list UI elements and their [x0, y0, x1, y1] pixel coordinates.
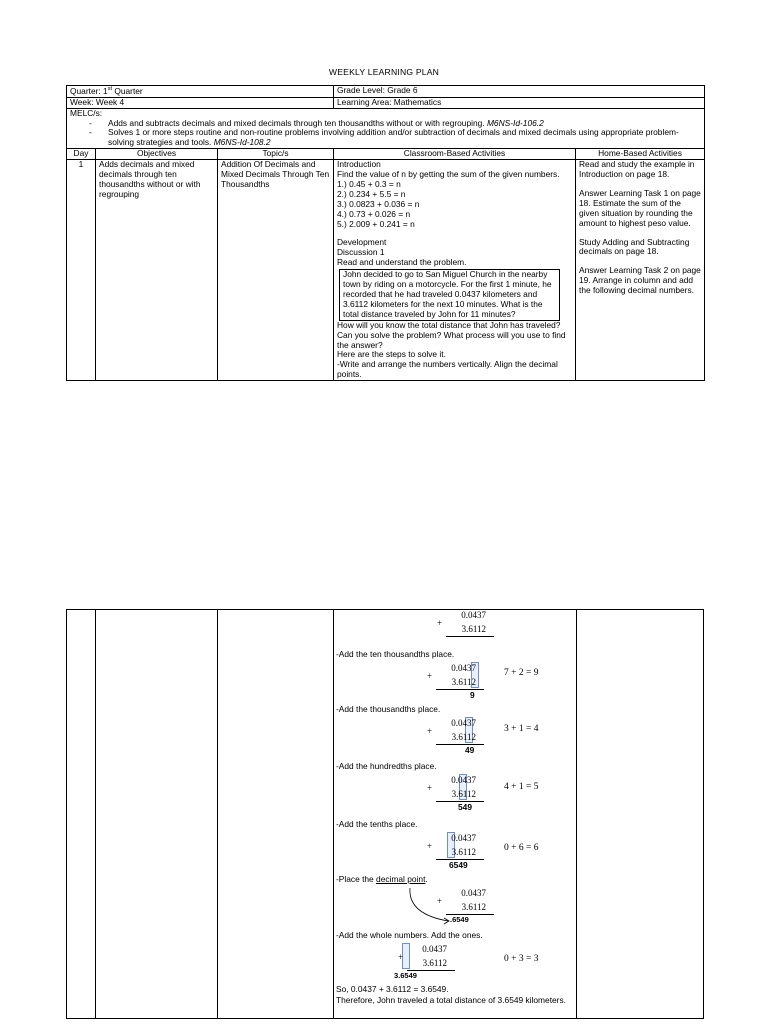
decimal-point-link: decimal point	[376, 874, 426, 884]
vertical-addition: 0.0437 + 3.6112	[436, 663, 476, 687]
melc-code: M6NS-Id-106.2	[486, 117, 544, 128]
intro-heading: Introduction	[337, 159, 381, 170]
partial-sum: 9	[470, 690, 475, 700]
quarter-cell: Quarter: 1st Quarter	[67, 86, 334, 98]
melc-row	[67, 108, 705, 149]
week-cell: Week: Week 4	[67, 97, 334, 108]
decimal-point-arrow	[406, 884, 486, 928]
conclusion-statement: Therefore, John traveled a total distance of 3.6549 kilometers.	[336, 995, 566, 1005]
step-label: -Add the whole numbers. Add the ones.	[336, 930, 483, 940]
exercise-item: 3.) 0.0823 + 0.036 = n	[337, 198, 420, 209]
home-activity: Answer Learning Task 1 on page 18. Estimate the sum of the given situation by rounding the amount to highest peso value.	[579, 187, 701, 228]
partial-sum: 549	[458, 802, 472, 812]
melc-item: - Adds and subtracts decimals and mixed decimals through ten thousandths without or with regrouping. M6NS-Id-106.2	[80, 119, 701, 129]
development-heading: Development	[337, 237, 387, 248]
intro-text: Find the value of n by getting the sum of the given numbers.	[337, 169, 560, 180]
header-classroom: Classroom-Based Activities	[334, 149, 576, 160]
final-sum: 3.6549	[394, 971, 417, 980]
home-cell	[576, 160, 705, 381]
vertical-addition: 0.0437 + 3.6112	[436, 833, 476, 857]
read-instruction: Read and understand the problem.	[337, 257, 467, 268]
home-activity: Study Adding and Subtracting decimals on page 18.	[579, 236, 690, 257]
step-equation: 7 + 2 = 9	[504, 668, 539, 678]
header-topics: Topic/s	[218, 149, 334, 160]
melc-list	[70, 119, 701, 149]
learning-plan-table	[66, 85, 705, 381]
quarter-row	[67, 86, 705, 98]
step-equation: 0 + 6 = 6	[504, 843, 539, 853]
problem-box: John decided to go to San Miguel Church in the nearby town by riding on a motorcycle. For the first 1 minute, he recorded that he had traveled 0.0437 kilometers and 3.6112 kilometers for the next 10 minutes. What is the total distance traveled by John for 11 minutes?	[339, 269, 560, 321]
step-label: -Place the decimal point.	[336, 874, 428, 884]
partial-sum: 49	[465, 745, 475, 755]
header-home: Home-Based Activities	[576, 149, 705, 160]
classroom-cell	[334, 160, 576, 381]
melc-label: MELC/s:	[70, 107, 103, 118]
header-objectives: Objectives	[96, 149, 218, 160]
vertical-addition: 0.0437 + 3.6112	[436, 718, 476, 742]
exercise-item: 4.) 0.73 + 0.026 = n	[337, 208, 411, 219]
objectives-cell: Adds decimals and mixed decimals through ten thousandths without or with regrouping	[96, 160, 218, 381]
week-row	[67, 97, 705, 108]
day-cell: 1	[67, 160, 96, 381]
step-equation: 0 + 3 = 3	[504, 954, 539, 964]
topics-cell: Addition Of Decimals and Mixed Decimals Through Ten Thousandths	[218, 160, 334, 381]
vertical-addition: 0.0437 + 3.6112	[436, 775, 476, 799]
partial-sum: 6549	[449, 860, 468, 870]
grade-level-cell: Grade Level: Grade 6	[334, 86, 705, 98]
partial-sum: .6549	[450, 915, 469, 924]
learning-area-cell: Learning Area: Mathematics	[334, 97, 705, 108]
vertical-addition: 0.0437 + 3.6112	[446, 888, 486, 912]
step-label: -Add the ten thousandths place.	[336, 649, 455, 659]
day-row	[67, 160, 705, 381]
step-label: -Add the hundredths place.	[336, 761, 437, 771]
exercise-item: 1.) 0.45 + 0.3 = n	[337, 178, 401, 189]
melc-code: M6NS-Id-108.2	[213, 137, 271, 148]
step-label: -Add the tenths place.	[336, 819, 418, 829]
step-vertical: -Write and arrange the numbers vertically. Align the decimal points.	[337, 359, 558, 380]
home-activity: Answer Learning Task 2 on page 19. Arrange in column and add the following decimal numbers.	[579, 265, 701, 296]
guiding-question: How will you know the total distance that John has traveled? Can you solve the problem? What process will you use to find the answer?	[337, 319, 566, 350]
document-title: WEEKLY LEARNING PLAN	[328, 67, 440, 77]
exercise-item: 2.) 0.234 + 5.5 = n	[337, 188, 406, 199]
vertical-addition: 0.0437 + 3.6112	[407, 944, 447, 968]
home-activity: Read and study the example in Introduction on page 18.	[579, 159, 695, 180]
step-equation: 3 + 1 = 4	[504, 724, 539, 734]
continuation-table	[66, 609, 704, 1019]
melc-cell	[67, 108, 705, 149]
step-equation: 4 + 1 = 5	[504, 782, 539, 792]
solution-cell	[334, 610, 576, 1018]
vertical-addition: 0.0437 + 3.6112	[446, 610, 486, 634]
steps-intro: Here are the steps to solve it.	[337, 349, 446, 360]
melc-item: - Solves 1 or more steps routine and non-routine problems involving addition and/or subtraction of decimals and mixed decimals using appropriate problem-solving strategies and tools. M6NS-Id-108.2	[80, 128, 701, 148]
step-label: -Add the thousandths place.	[336, 704, 441, 714]
header-row	[67, 149, 705, 160]
conclusion-sum: So, 0.0437 + 3.6112 = 3.6549.	[336, 984, 449, 994]
exercise-item: 5.) 2.009 + 0.241 = n	[337, 218, 415, 229]
discussion-label: Discussion 1	[337, 247, 385, 258]
header-day: Day	[67, 149, 96, 160]
